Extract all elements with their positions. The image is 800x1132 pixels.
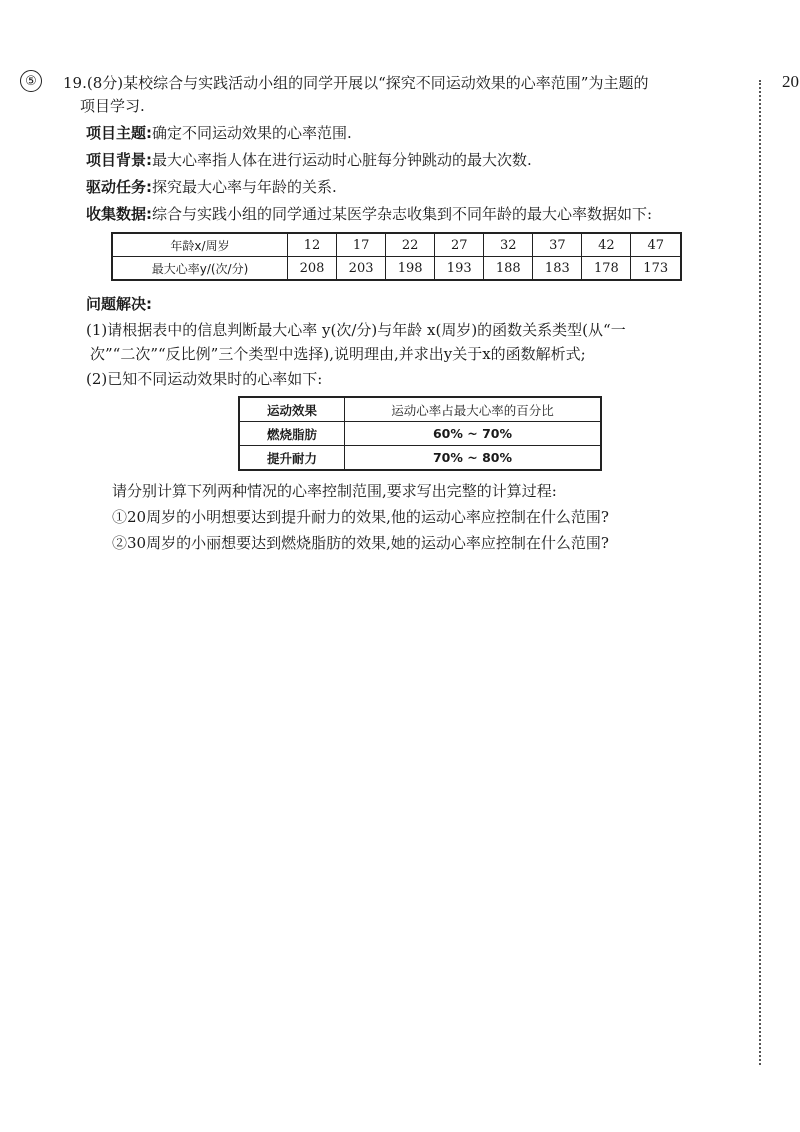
theme-label: 项目主题: bbox=[86, 124, 152, 142]
sub-question-1: ①20周岁的小明想要达到提升耐力的效果,他的运动心率应控制在什么范围? bbox=[112, 508, 609, 526]
effect-cell: 提升耐力 bbox=[239, 446, 345, 471]
background-text: 最大心率指人体在进行运动时心脏每分钟跳动的最大次数. bbox=[152, 151, 532, 169]
age-cell: 47 bbox=[631, 233, 681, 257]
binding-dotted-line bbox=[759, 80, 761, 1065]
age-header: 年龄x/周岁 bbox=[112, 233, 288, 257]
effect-cell: 燃烧脂肪 bbox=[239, 422, 345, 446]
task-label: 驱动任务: bbox=[86, 178, 152, 196]
age-cell: 32 bbox=[484, 233, 533, 257]
rate-header: 最大心率y/(次/分) bbox=[112, 257, 288, 281]
data-label: 收集数据: bbox=[86, 205, 152, 223]
percent-cell: 70% ~ 80% bbox=[345, 446, 602, 471]
project-theme bbox=[86, 123, 352, 143]
question-1-line2: 次”“二次”“反比例”三个类型中选择),说明理由,并求出y关于x的函数解析式; bbox=[90, 345, 586, 363]
theme-text: 确定不同运动效果的心率范围. bbox=[152, 124, 352, 142]
problem-solve-label: 问题解决: bbox=[86, 295, 152, 313]
rate-cell: 183 bbox=[533, 257, 582, 281]
page-number: 20 bbox=[782, 72, 799, 91]
driving-task bbox=[86, 177, 337, 197]
question-2: (2)已知不同运动效果时的心率如下: bbox=[86, 370, 323, 388]
rate-cell: 203 bbox=[337, 257, 386, 281]
rate-cell: 178 bbox=[582, 257, 631, 281]
table-row-age bbox=[112, 233, 681, 257]
age-cell: 42 bbox=[582, 233, 631, 257]
question-1-line1: (1)请根据表中的信息判断最大心率 y(次/分)与年龄 x(周岁)的函数关系类型(从“一 bbox=[86, 321, 626, 339]
project-background bbox=[86, 150, 532, 170]
rate-cell: 208 bbox=[288, 257, 337, 281]
collect-data bbox=[86, 204, 652, 224]
question-marker: ⑤ bbox=[20, 70, 42, 92]
problem-intro-line1: 19.(8分)某校综合与实践活动小组的同学开展以“探究不同运动效果的心率范围”为主题的 bbox=[63, 74, 649, 92]
exercise-effect-table bbox=[238, 396, 602, 471]
age-cell: 17 bbox=[337, 233, 386, 257]
calc-instruction: 请分别计算下列两种情况的心率控制范围,要求写出完整的计算过程: bbox=[112, 482, 557, 500]
age-cell: 37 bbox=[533, 233, 582, 257]
age-cell: 22 bbox=[386, 233, 435, 257]
background-label: 项目背景: bbox=[86, 151, 152, 169]
task-text: 探究最大心率与年龄的关系. bbox=[152, 178, 337, 196]
heart-rate-age-table bbox=[111, 232, 682, 281]
data-text: 综合与实践小组的同学通过某医学杂志收集到不同年龄的最大心率数据如下: bbox=[152, 205, 653, 223]
effect-header: 运动效果 bbox=[239, 397, 345, 422]
rate-cell: 193 bbox=[435, 257, 484, 281]
table-row-rate bbox=[112, 257, 681, 281]
percent-header: 运动心率占最大心率的百分比 bbox=[345, 397, 602, 422]
rate-cell: 188 bbox=[484, 257, 533, 281]
table-row bbox=[239, 397, 601, 422]
percent-cell: 60% ~ 70% bbox=[345, 422, 602, 446]
sub-question-2: ②30周岁的小丽想要达到燃烧脂肪的效果,她的运动心率应控制在什么范围? bbox=[112, 534, 609, 552]
age-cell: 27 bbox=[435, 233, 484, 257]
rate-cell: 198 bbox=[386, 257, 435, 281]
age-cell: 12 bbox=[288, 233, 337, 257]
table-row bbox=[239, 446, 601, 471]
problem-intro-line2: 项目学习. bbox=[80, 97, 145, 115]
rate-cell: 173 bbox=[631, 257, 681, 281]
table-row bbox=[239, 422, 601, 446]
